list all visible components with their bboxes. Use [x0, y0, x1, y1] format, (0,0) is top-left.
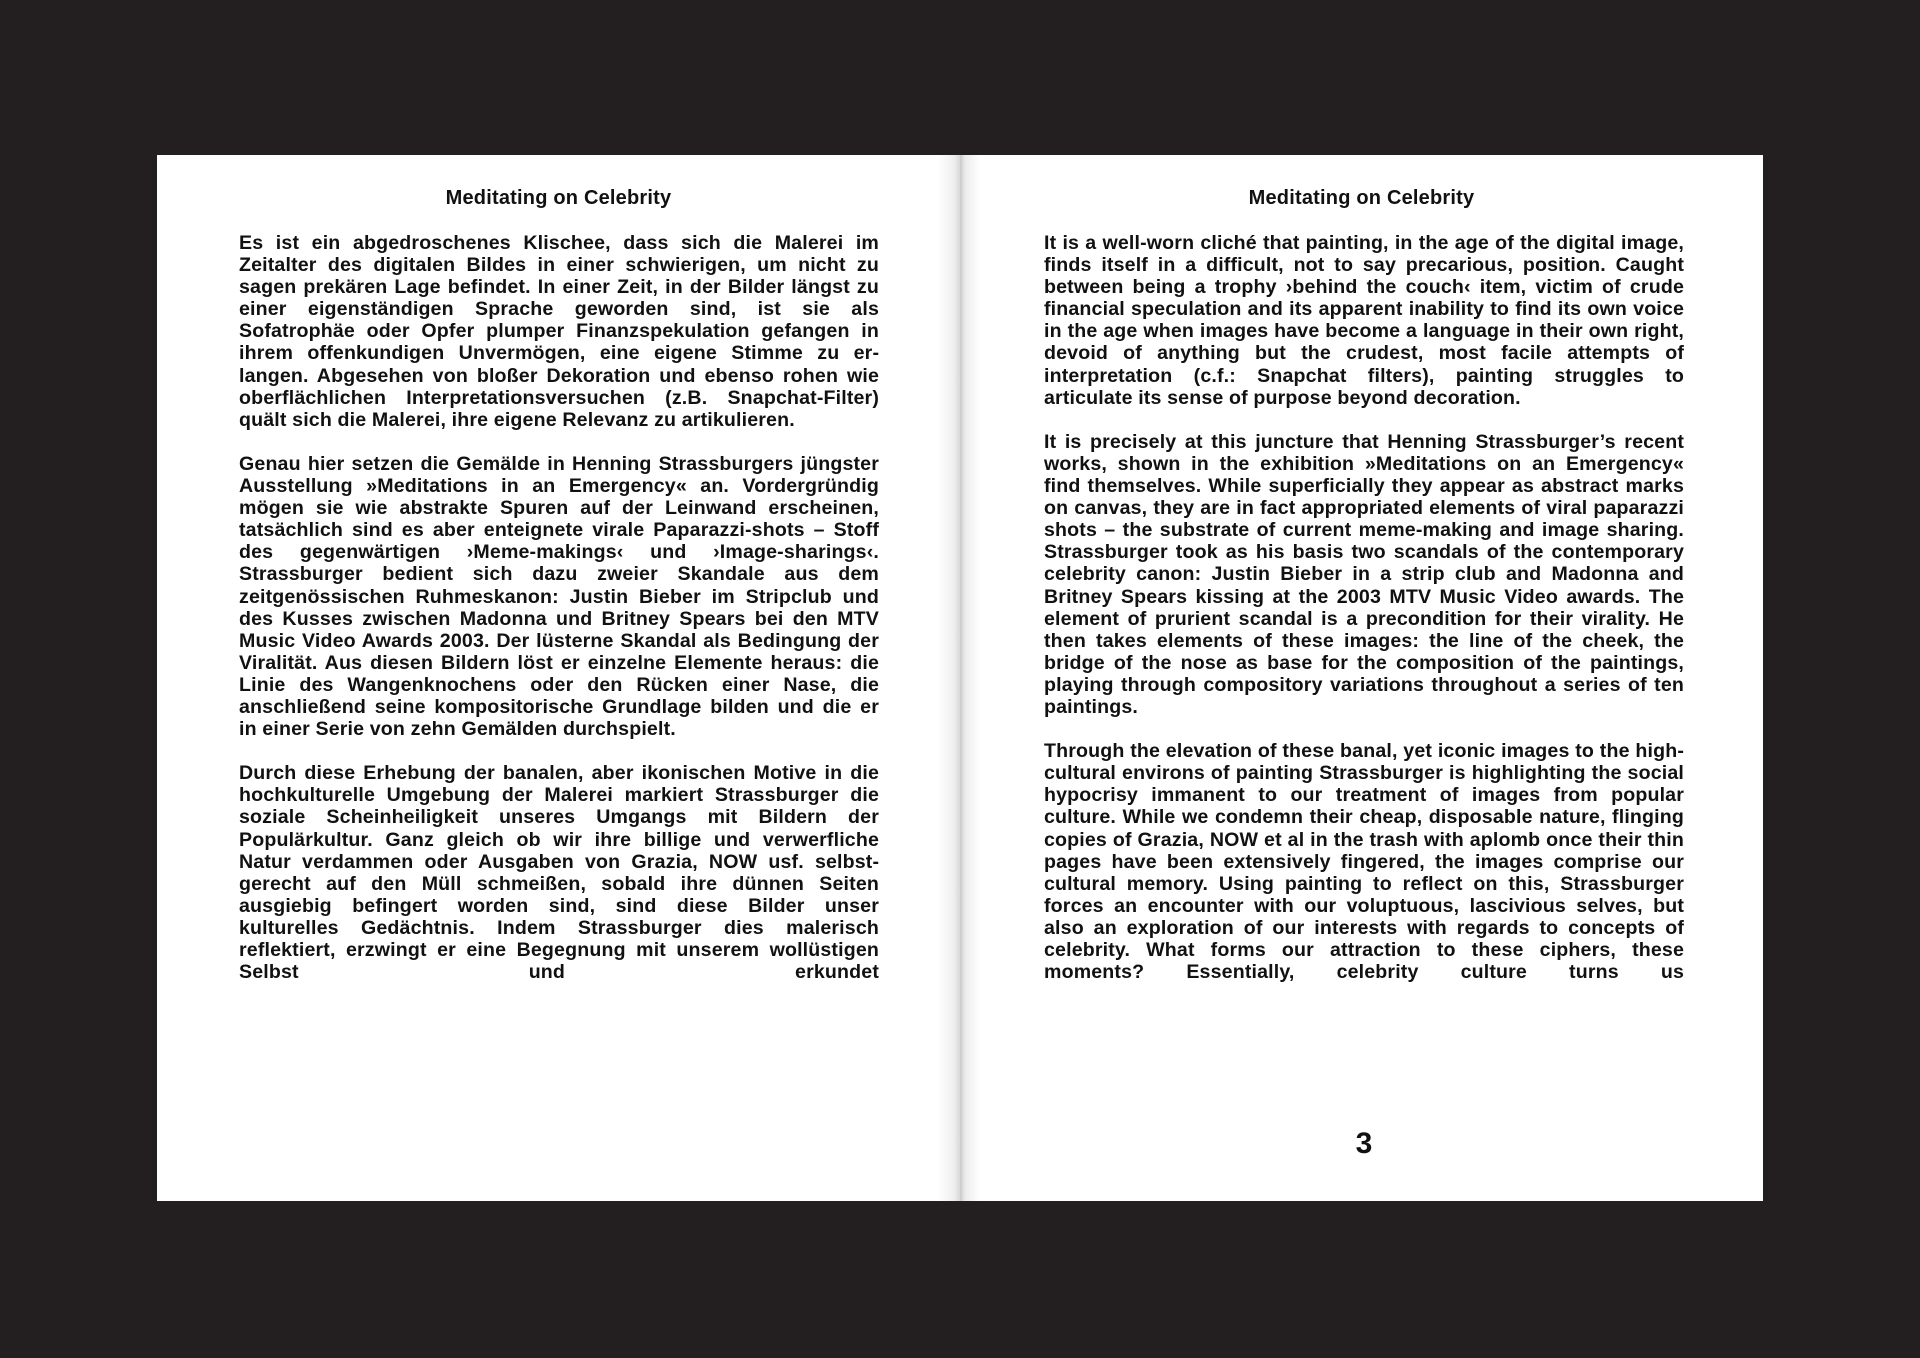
body-text [1044, 232, 1684, 983]
running-head: Meditating on Celebrity [1248, 187, 1475, 209]
book-spread [157, 155, 1763, 1201]
left-page [157, 155, 960, 1201]
right-page [960, 155, 1763, 1201]
paragraph: It is precisely at this juncture that Henning Strassburger’s recent works, shown in the exhibition »Meditations on an Emergency« find themselves. While superficially they appear as abstract marks on canvas, they are in fact appropriated elements of viral paparazzi shots – the substrate of current meme-making and image sharing. Strassburger took as his basis two scandals of the contemporary celebrity canon: Justin Bieber in a strip club and Madonna and Britney Spears kissing at the 2003 MTV Music Video awards. The element of prurient scandal is a precondition for their virality. He then takes elements of these images: the line of the cheek, the bridge of the nose as base for the composition of the paintings, playing through compository variations throughout a series of ten paintings. [1044, 430, 1684, 718]
page-number: 3 [1355, 1127, 1373, 1160]
paragraph: Through the elevation of these banal, yet iconic images to the high-cultural environs of painting Strassburger is highlighting the social hypocrisy immanent to our treatment of images from popular culture. While we condemn their cheap, disposable nature, flinging copies of Grazia, NOW et al in the trash with aplomb once their thin pages have been extensively fingered, the images comprise our cultural memory. Using painting to reflect on this, Strassburger forces an encounter with our voluptuous, lascivious selves, but also an exploration of our interests with regards to concepts of celebrity. What forms our attraction to these ciphers, these moments? Essentially, celebrity culture turns us [1044, 740, 1684, 984]
paragraph: Es ist ein abgedroschenes Klischee, dass sich die Malerei im Zeitalter des digitalen Bildes in einer schwierigen, um nicht zu sagen prekären Lage befindet. In einer Zeit, in der Bilder längst zu einer eigenständigen Sprache geworden sind, ist sie als Sofatrophäe oder Opfer plumper Finanzspekulation gefangen in ihrem offenkundigen Unvermögen, eine eigene Stimme zu erlangen. Abgesehen von bloßer Dekoration und ebenso rohen wie oberflächlichen Interpretationsversuchen (z.B. Snapchat-Filter) quält sich die Malerei, ihre eigene Relevanz zu artikulieren. [239, 232, 879, 431]
paragraph: It is a well-worn cliché that painting, in the age of the digital image, finds itself in a difficult, not to say precarious, position. Caught between being a trophy ›behind the couch‹ item, victim of crude financial speculation and its apparent inability to find its own voice in the age when images have become a language in their own right, devoid of anything but the crudest, most facile attempts of interpretation (c.f.: Snapchat filters), painting struggles to articulate its sense of purpose beyond decoration. [1044, 232, 1684, 409]
paragraph: Durch diese Erhebung der banalen, aber ikonischen Motive in die hochkulturelle Umgebung der Malerei markiert Strassburger die soziale Scheinheiligkeit unseres Umgangs mit Bildern der Populärkultur. Ganz gleich ob wir ihre billige und verwerfliche Natur verdammen oder Ausgaben von Grazia, NOW usf. selbstgerecht auf den Müll schmeißen, sobald ihre dünnen Seiten ausgiebig befingert worden sind, sind diese Bilder unser kulturelles Gedächtnis. Indem Strassburger dies malerisch reflektiert, erzwingt er eine Begegnung mit unserem wollüstigen Selbst und erkundet [239, 762, 879, 984]
paragraph: Genau hier setzen die Gemälde in Henning Strassburgers jüngster Ausstellung »Meditations in an Emergency« an. Vordergründig mögen sie wie abstrakte Spuren auf der Leinwand erscheinen, tatsächlich sind es aber enteignete virale Paparazzi-shots – Stoff des gegenwärtigen ›Meme-makings‹ und ›Image-sharings‹. Strassburger bedient sich dazu zweier Skandale aus dem zeitgenössischen Ruhmeskanon: Justin Bieber im Stripclub und des Kusses zwischen Madonna und Britney Spears bei den MTV Music Video Awards 2003. Der lüsterne Skandal als Bedingung der Viralität. Aus diesen Bildern löst er einzelne Elemente heraus: die Linie des Wangenknochens oder den Rücken einer Nase, die anschließend seine kompositorische Grundlage bilden und die er in einer Serie von zehn Gemälden durchspielt. [239, 452, 879, 741]
running-head: Meditating on Celebrity [445, 187, 672, 209]
body-text [239, 232, 879, 983]
